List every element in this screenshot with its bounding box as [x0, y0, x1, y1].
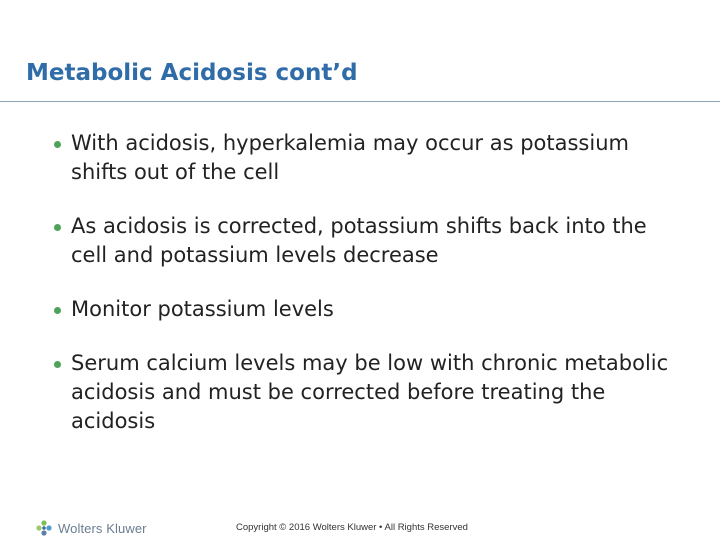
bullet-item	[52, 129, 682, 187]
bullet-item	[52, 212, 682, 270]
copyright-text: Copyright © 2016 Wolters Kluwer • All Rights Reserved	[236, 522, 468, 533]
bullet-dot-icon	[54, 307, 61, 314]
bullet-list	[52, 129, 682, 461]
slide-title: Metabolic Acidosis cont’d	[26, 60, 358, 86]
title-divider	[0, 101, 720, 102]
bullet-text: As acidosis is corrected, potassium shifts back into the cell and potassium levels decrease	[71, 214, 647, 267]
bullet-dot-icon	[54, 361, 61, 368]
bullet-item	[52, 295, 682, 324]
bullet-text: Monitor potassium levels	[71, 297, 334, 321]
footer-logo	[35, 519, 147, 537]
bullet-text: With acidosis, hyperkalemia may occur as potassium shifts out of the cell	[71, 131, 629, 184]
bullet-dot-icon	[54, 141, 61, 148]
wolters-kluwer-logo-icon	[35, 519, 53, 537]
bullet-item	[52, 349, 682, 436]
bullet-text: Serum calcium levels may be low with chronic metabolic acidosis and must be corrected before treating the acidosis	[71, 351, 669, 433]
footer-logo-text: Wolters Kluwer	[58, 520, 147, 536]
bullet-dot-icon	[54, 224, 61, 231]
